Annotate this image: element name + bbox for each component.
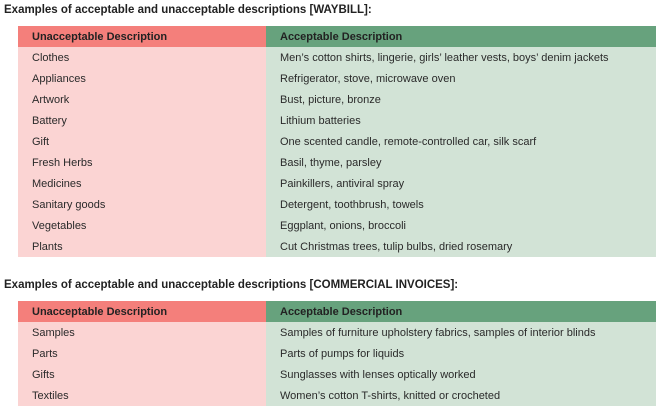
waybill-section-title: Examples of acceptable and unacceptable descriptions [WAYBILL]: bbox=[4, 4, 372, 16]
table-row bbox=[18, 385, 656, 406]
unacceptable-cell: Plants bbox=[18, 236, 266, 257]
acceptable-cell: Detergent, toothbrush, towels bbox=[266, 194, 656, 215]
unacceptable-header: Unacceptable Description bbox=[18, 301, 266, 322]
acceptable-cell: Sunglasses with lenses optically worked bbox=[266, 364, 656, 385]
acceptable-cell: Eggplant, onions, broccoli bbox=[266, 215, 656, 236]
table-row bbox=[18, 343, 656, 364]
table-row bbox=[18, 173, 656, 194]
acceptable-cell: Cut Christmas trees, tulip bulbs, dried rosemary bbox=[266, 236, 656, 257]
acceptable-cell: Women’s cotton T-shirts, knitted or crocheted bbox=[266, 385, 656, 406]
unacceptable-cell: Artwork bbox=[18, 89, 266, 110]
table-row bbox=[18, 152, 656, 173]
acceptable-cell: Painkillers, antiviral spray bbox=[266, 173, 656, 194]
unacceptable-cell: Gifts bbox=[18, 364, 266, 385]
table-row bbox=[18, 322, 656, 343]
table-row bbox=[18, 110, 656, 131]
commercial-invoices-table bbox=[18, 301, 656, 406]
acceptable-cell: Lithium batteries bbox=[266, 110, 656, 131]
table-row bbox=[18, 194, 656, 215]
unacceptable-cell: Samples bbox=[18, 322, 266, 343]
table-row bbox=[18, 68, 656, 89]
unacceptable-cell: Battery bbox=[18, 110, 266, 131]
acceptable-header: Acceptable Description bbox=[266, 26, 656, 47]
table-row bbox=[18, 236, 656, 257]
table-header-row bbox=[18, 26, 656, 47]
unacceptable-cell: Gift bbox=[18, 131, 266, 152]
table-row bbox=[18, 364, 656, 385]
unacceptable-cell: Sanitary goods bbox=[18, 194, 266, 215]
table-row bbox=[18, 215, 656, 236]
unacceptable-cell: Clothes bbox=[18, 47, 266, 68]
commercial-invoices-section-title: Examples of acceptable and unacceptable descriptions [COMMERCIAL INVOICES]: bbox=[4, 279, 459, 291]
acceptable-cell: Bust, picture, bronze bbox=[266, 89, 656, 110]
table-row bbox=[18, 47, 656, 68]
unacceptable-cell: Medicines bbox=[18, 173, 266, 194]
unacceptable-cell: Textiles bbox=[18, 385, 266, 406]
unacceptable-cell: Fresh Herbs bbox=[18, 152, 266, 173]
unacceptable-header: Unacceptable Description bbox=[18, 26, 266, 47]
waybill-table bbox=[18, 26, 656, 257]
acceptable-cell: Samples of furniture upholstery fabrics, samples of interior blinds bbox=[266, 322, 656, 343]
acceptable-header: Acceptable Description bbox=[266, 301, 656, 322]
acceptable-cell: Basil, thyme, parsley bbox=[266, 152, 656, 173]
table-row bbox=[18, 89, 656, 110]
unacceptable-cell: Vegetables bbox=[18, 215, 266, 236]
acceptable-cell: One scented candle, remote-controlled car, silk scarf bbox=[266, 131, 656, 152]
table-row bbox=[18, 131, 656, 152]
unacceptable-cell: Parts bbox=[18, 343, 266, 364]
table-header-row bbox=[18, 301, 656, 322]
acceptable-cell: Men’s cotton shirts, lingerie, girls’ leather vests, boys’ denim jackets bbox=[266, 47, 656, 68]
acceptable-cell: Parts of pumps for liquids bbox=[266, 343, 656, 364]
unacceptable-cell: Appliances bbox=[18, 68, 266, 89]
acceptable-cell: Refrigerator, stove, microwave oven bbox=[266, 68, 656, 89]
